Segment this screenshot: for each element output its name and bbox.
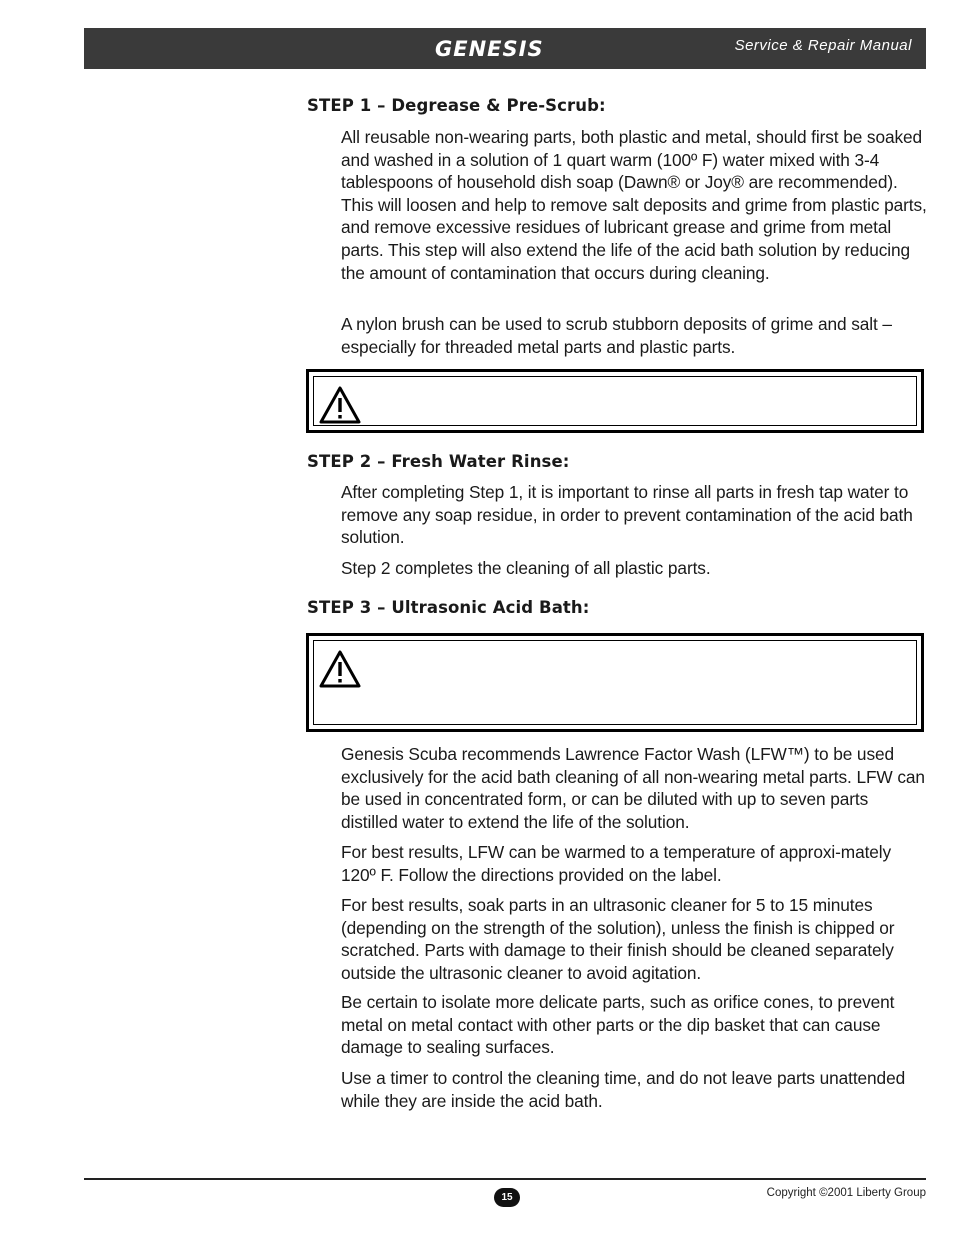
step-2-paragraph-1: After completing Step 1, it is important to rinse all parts in fresh tap water to remove any soap residue, in order to prevent contamination of the acid bath solution. bbox=[341, 482, 913, 548]
step-1-paragraph-2: A nylon brush can be used to scrub stubborn deposits of grime and salt – especially for threaded metal parts and plastic parts. bbox=[341, 314, 892, 357]
copyright-text: Copyright ©2001 Liberty Group bbox=[766, 1187, 926, 1199]
step-2-paragraph-2: Step 2 completes the cleaning of all plastic parts. bbox=[341, 558, 711, 578]
step-2-heading: STEP 2 – Fresh Water Rinse: bbox=[307, 452, 570, 471]
footer-rule bbox=[84, 1178, 926, 1180]
step-3-paragraph-2: For best results, LFW can be warmed to a temperature of approxi-mately 120º F. Follow the directions provided on the label. bbox=[341, 842, 892, 885]
warning-box-inner bbox=[313, 376, 917, 426]
step-3-paragraph-3: For best results, soak parts in an ultrasonic cleaner for 5 to 15 minutes (depending on the strength of the solution), unless the finish is chipped or scratched. Parts with damage to their finish should be cleaned separately outside the ultrasonic cleaner to avoid agitation. bbox=[341, 895, 895, 983]
page-number-badge: 15 bbox=[494, 1188, 520, 1207]
step-1-paragraph-1: All reusable non-wearing parts, both plastic and metal, should first be soaked and washed in a solution of 1 quart warm (100º F) water mixed with 3-4 tablespoons of household dish soap (Dawn® or Joy® are recommended). This will loosen and help to remove salt deposits and grime from plastic parts, and remove excessive residues of lubricant grease and grime from metal parts. This step will also extend the life of the acid bath solution by reducing the amount of contamination that occurs during cleaning. bbox=[341, 127, 927, 283]
warning-triangle-icon bbox=[318, 649, 362, 689]
genesis-logo: GENESIS bbox=[435, 37, 544, 61]
warning-box-2 bbox=[306, 633, 924, 732]
warning-box-inner bbox=[313, 640, 917, 725]
step-3-heading: STEP 3 – Ultrasonic Acid Bath: bbox=[307, 598, 590, 617]
step-3-paragraph-5: Use a timer to control the cleaning time, and do not leave parts unattended while they are inside the acid bath. bbox=[341, 1068, 906, 1111]
step-3-paragraph-4: Be certain to isolate more delicate parts, such as orifice cones, to prevent metal on metal contact with other parts or the dip basket that can cause damage to sealing surfaces. bbox=[341, 992, 895, 1058]
warning-box-1 bbox=[306, 369, 924, 433]
manual-title: Service & Repair Manual bbox=[734, 37, 912, 54]
warning-triangle-icon bbox=[318, 385, 362, 425]
step-1-heading: STEP 1 – Degrease & Pre-Scrub: bbox=[307, 96, 606, 115]
step-3-paragraph-1: Genesis Scuba recommends Lawrence Factor Wash (LFW™) to be used exclusively for the acid bath cleaning of all non-wearing metal parts. LFW can be used in concentrated form, or can be diluted with up to seven parts distilled water to extend the life of the solution. bbox=[341, 744, 925, 832]
